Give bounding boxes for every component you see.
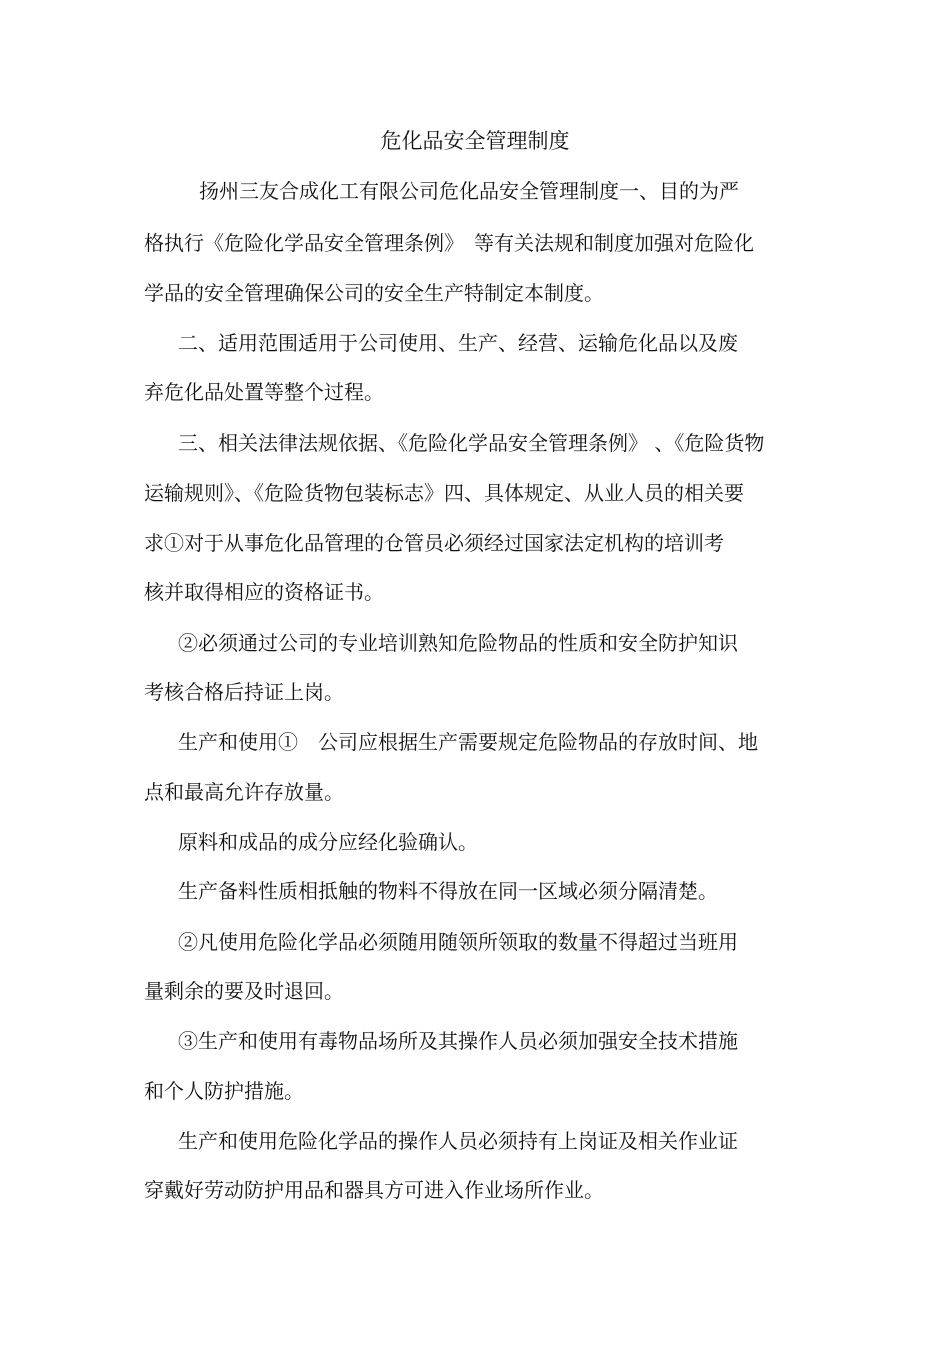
paragraph-line: 二、适用范围适用于公司使用、生产、经营、运输危化品以及废 [178, 331, 738, 355]
paragraph-line: 生产和使用危险化学品的操作人员必须持有上岗证及相关作业证 [178, 1129, 738, 1153]
paragraph-line: 考核合格后持证上岗。 [144, 680, 344, 704]
paragraph-line: 格执行《危险化学品安全管理条例》 等有关法规和制度加强对危险化 [144, 231, 754, 255]
paragraph-line: 原料和成品的成分应经化验确认。 [178, 830, 478, 854]
paragraph-line: 生产和使用① 公司应根据生产需要规定危险物品的存放时间、地 [178, 730, 758, 754]
paragraph-line: 求①对于从事危化品管理的仓管员必须经过国家法定机构的培训考 [144, 531, 724, 555]
paragraph-line: ②必须通过公司的专业培训熟知危险物品的性质和安全防护知识 [178, 631, 738, 655]
paragraph-line: 核并取得相应的资格证书。 [144, 580, 384, 604]
paragraph-line: 穿戴好劳动防护用品和器具方可进入作业场所作业。 [144, 1178, 604, 1202]
paragraph-line: 运输规则》、《危险货物包装标志》四、具体规定、从业人员的相关要 [144, 481, 744, 505]
paragraph-line: 学品的安全管理确保公司的安全生产特制定本制度。 [144, 281, 604, 305]
paragraph-line: 三、相关法律法规依据、《危险化学品安全管理条例》 、《危险货物 [178, 431, 765, 455]
paragraph-line: ②凡使用危险化学品必须随用随领所领取的数量不得超过当班用 [178, 930, 738, 954]
paragraph-line: 和个人防护措施。 [144, 1079, 304, 1103]
paragraph-line: 弃危化品处置等整个过程。 [144, 380, 384, 404]
paragraph-line: 量剩余的要及时退回。 [144, 979, 344, 1003]
paragraph-line: ③生产和使用有毒物品场所及其操作人员必须加强安全技术措施 [178, 1029, 738, 1053]
paragraph-line: 生产备料性质相抵触的物料不得放在同一区域必须分隔清楚。 [178, 879, 718, 903]
paragraph-line: 扬州三友合成化工有限公司危化品安全管理制度一、目的为严 [199, 179, 739, 203]
document-title: 危化品安全管理制度 [380, 129, 570, 153]
paragraph-line: 点和最高允许存放量。 [144, 780, 344, 804]
